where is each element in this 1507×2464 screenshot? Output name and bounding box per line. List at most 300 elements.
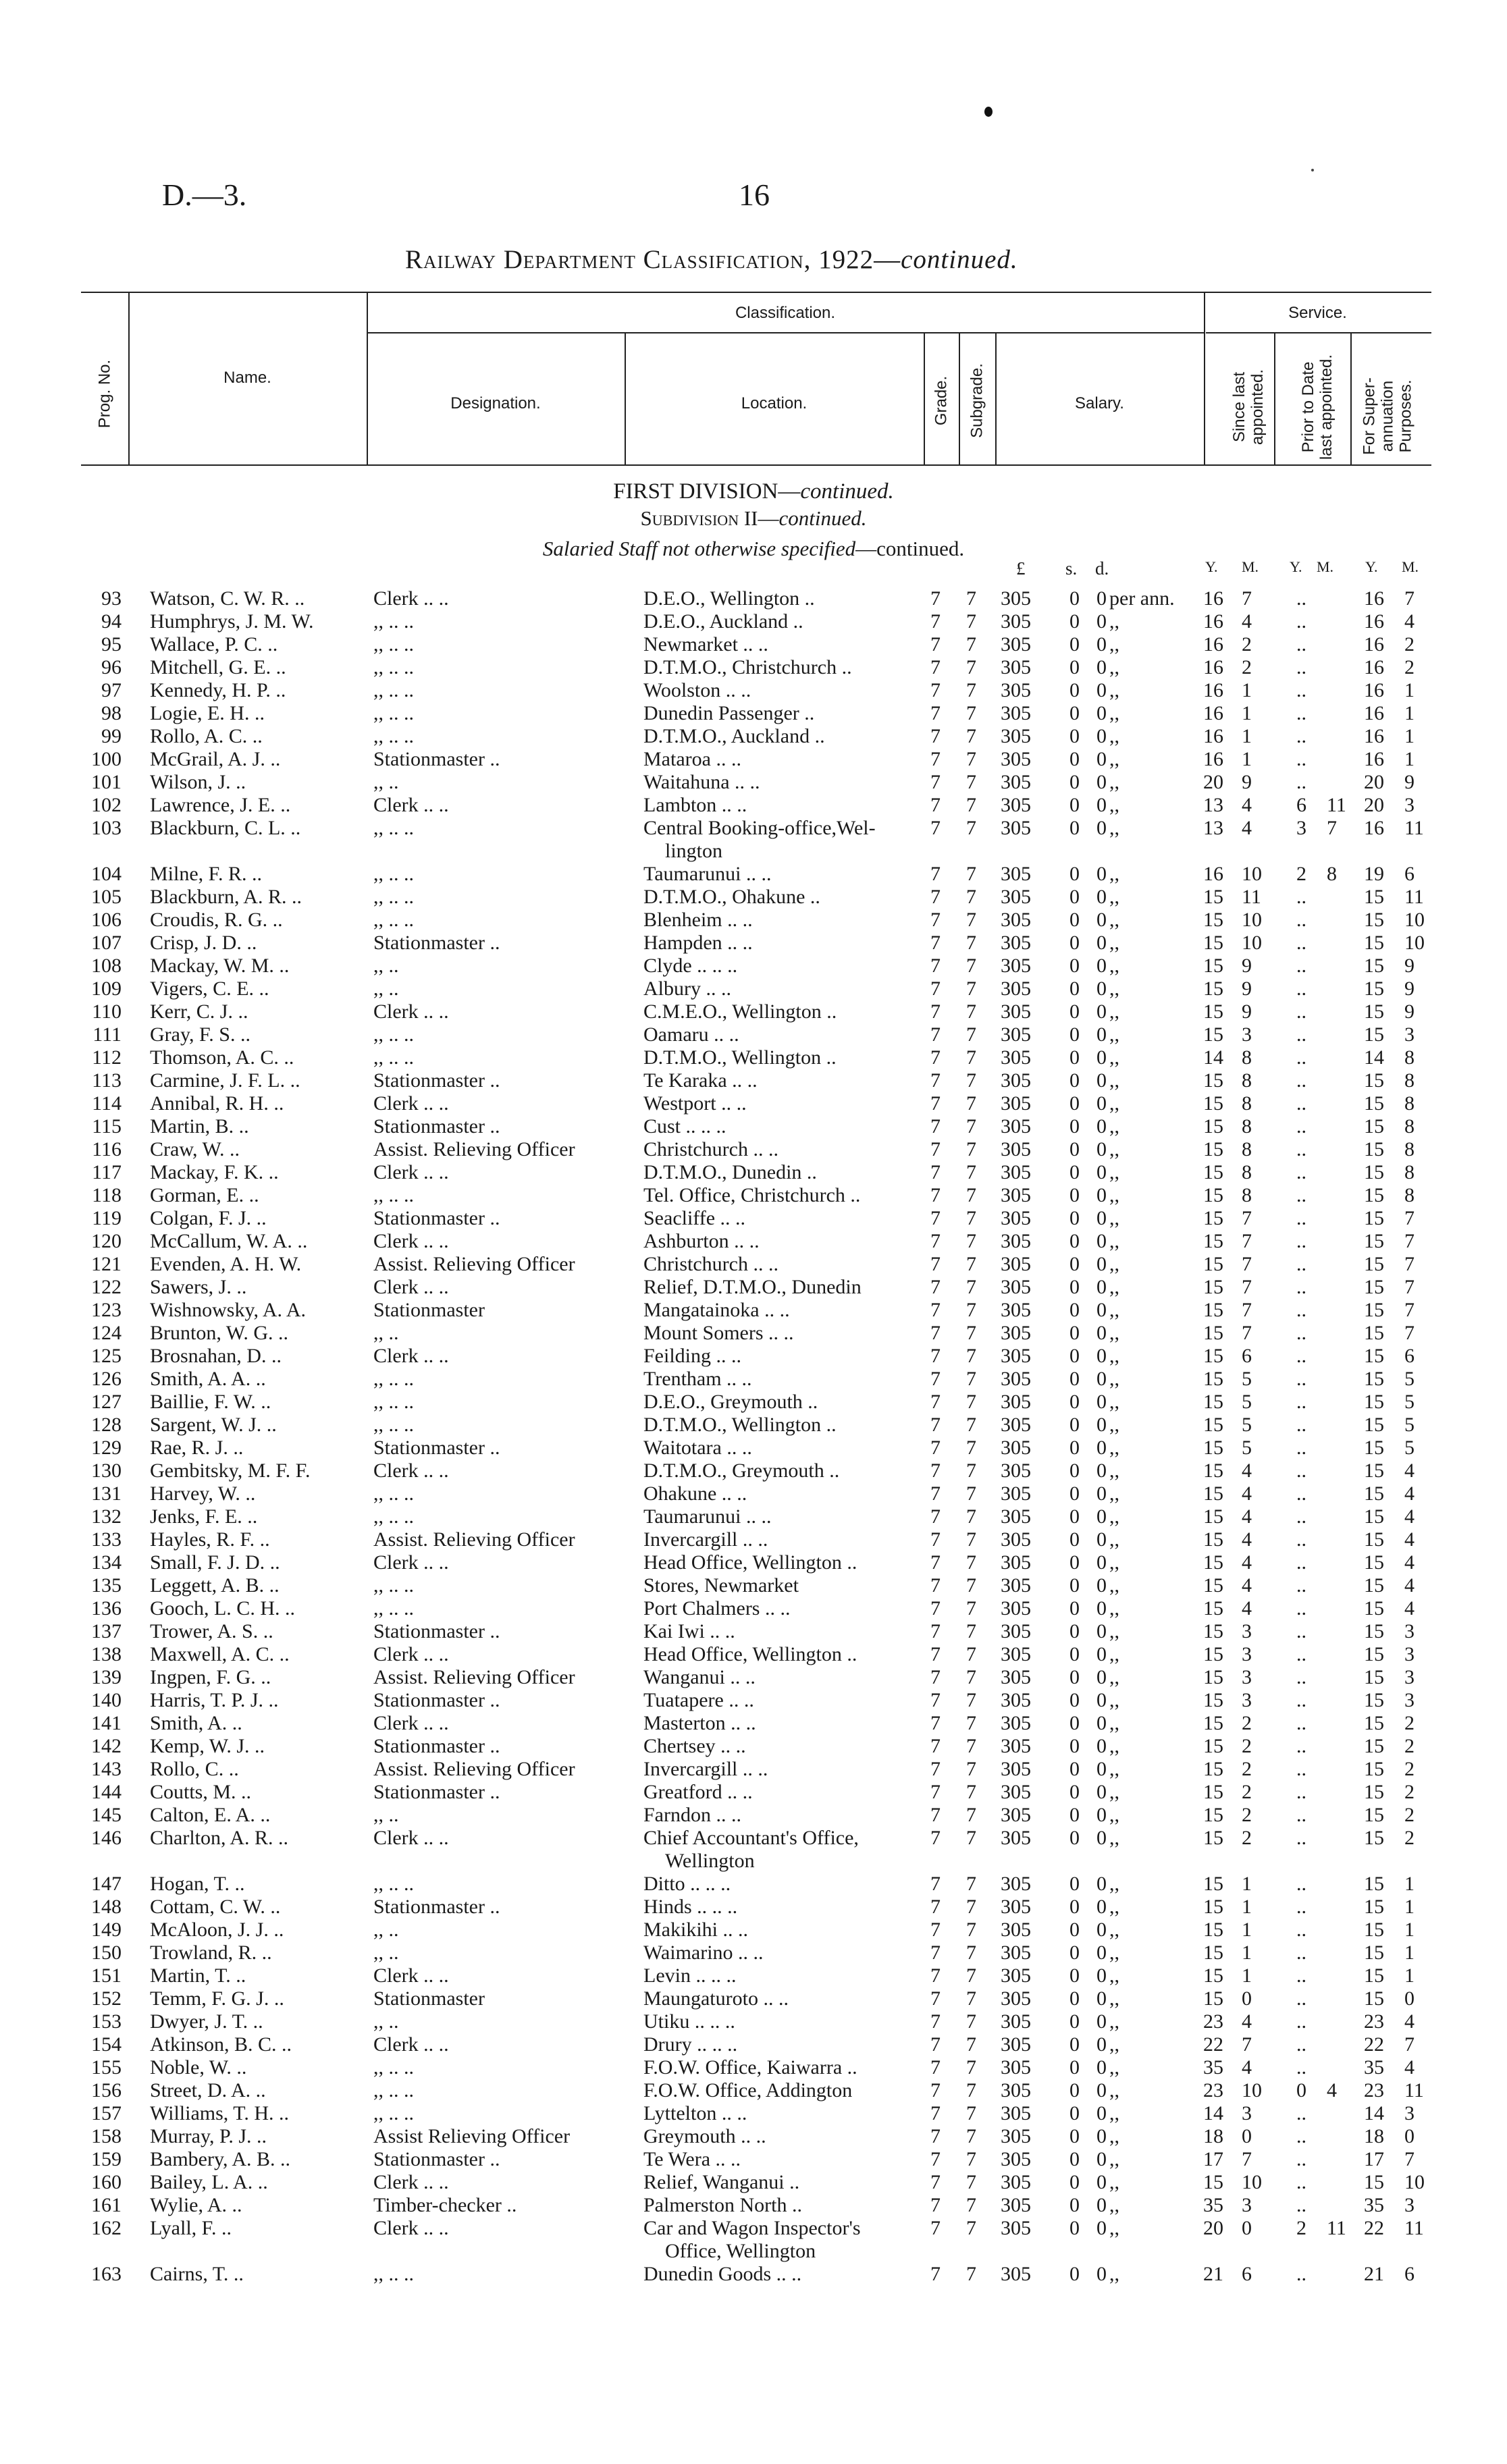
since-years: 16 [1203, 587, 1223, 610]
since-years: 23 [1203, 2079, 1223, 2101]
since-years: 15 [1203, 977, 1223, 1000]
super-years: 15 [1364, 1597, 1384, 1619]
super-years: 15 [1364, 2171, 1384, 2193]
super-months: 2 [1404, 1804, 1415, 1826]
grade: 7 [930, 1597, 941, 1619]
staff-name: Brosnahan, D. .. [150, 1345, 282, 1367]
grade: 7 [930, 1391, 941, 1413]
subgrade: 7 [966, 679, 976, 701]
since-years: 15 [1203, 1391, 1223, 1413]
since-months: 9 [1242, 977, 1252, 1000]
staff-name: Wilson, J. .. [150, 771, 246, 793]
since-years: 15 [1203, 1414, 1223, 1436]
location-continued: lington [665, 840, 723, 862]
super-months: 1 [1404, 1919, 1415, 1941]
prog-number: 142 [91, 1735, 122, 1757]
designation: Stationmaster .. [373, 748, 500, 770]
staff-name: Murray, P. J. .. [150, 2125, 267, 2147]
grade: 7 [930, 1482, 941, 1505]
grade: 7 [930, 1987, 941, 2010]
salary-period: ,, [1109, 1941, 1119, 1964]
salary-pounds: 305 [1001, 1322, 1031, 1344]
since-years: 15 [1203, 1574, 1223, 1597]
location: Masterton .. .. [643, 1712, 756, 1734]
prior-years: .. [1296, 1804, 1306, 1826]
super-years: 21 [1364, 2263, 1384, 2285]
subgrade: 7 [966, 1873, 976, 1895]
location: Invercargill .. .. [643, 1528, 768, 1551]
prior-years: .. [1296, 1528, 1306, 1551]
prior-years: 3 [1296, 817, 1306, 839]
grade: 7 [930, 2148, 941, 2170]
since-years: 16 [1203, 633, 1223, 655]
prior-years: .. [1296, 725, 1306, 747]
since-months: 3 [1242, 2194, 1252, 2216]
prog-number: 126 [91, 1368, 122, 1390]
prog-number: 128 [91, 1414, 122, 1436]
prior-years: .. [1296, 702, 1306, 724]
since-years: 16 [1203, 610, 1223, 633]
super-months: 3 [1404, 1643, 1415, 1665]
since-years: 23 [1203, 2010, 1223, 2033]
prior-years: .. [1296, 1597, 1306, 1619]
prior-years: .. [1296, 1299, 1306, 1321]
prog-number: 144 [91, 1781, 122, 1803]
staff-name: Milne, F. R. .. [150, 863, 262, 885]
prior-years: .. [1296, 1482, 1306, 1505]
salary-pence: 0 [1096, 2125, 1107, 2147]
salary-pence: 0 [1096, 725, 1107, 747]
super-years: 16 [1364, 587, 1384, 610]
super-months: 8 [1404, 1184, 1415, 1206]
super-years: 15 [1364, 1207, 1384, 1229]
salary-pounds: 305 [1001, 1827, 1031, 1849]
grade: 7 [930, 955, 941, 977]
salary-shillings: 0 [1069, 1781, 1080, 1803]
prog-number: 155 [91, 2056, 122, 2079]
prog-number: 99 [101, 725, 122, 747]
salary-shillings: 0 [1069, 863, 1080, 885]
salary-shillings: 0 [1069, 1804, 1080, 1826]
since-years: 15 [1203, 1827, 1223, 1849]
since-months: 10 [1242, 2079, 1262, 2101]
salary-pounds: 305 [1001, 909, 1031, 931]
subgrade: 7 [966, 932, 976, 954]
prog-number: 121 [91, 1253, 122, 1275]
since-years: 18 [1203, 2125, 1223, 2147]
super-years: 15 [1364, 1574, 1384, 1597]
since-years: 15 [1203, 1528, 1223, 1551]
staff-name: Wylie, A. .. [150, 2194, 242, 2216]
prior-years: .. [1296, 1391, 1306, 1413]
salary-pounds: 305 [1001, 2056, 1031, 2079]
salary-shillings: 0 [1069, 2102, 1080, 2124]
since-years: 15 [1203, 932, 1223, 954]
prior-years: .. [1296, 1712, 1306, 1734]
salary-period: ,, [1109, 1437, 1119, 1459]
super-months: 7 [1404, 1230, 1415, 1252]
location: Albury .. .. [643, 977, 731, 1000]
designation: ,, .. .. [373, 1391, 414, 1413]
salary-pence: 0 [1096, 2102, 1107, 2124]
location: Lyttelton .. .. [643, 2102, 747, 2124]
since-months: 10 [1242, 932, 1262, 954]
staff-name: Smith, A. .. [150, 1712, 242, 1734]
since-months: 4 [1242, 2056, 1252, 2079]
designation: Clerk .. .. [373, 1964, 449, 1987]
prior-years: .. [1296, 587, 1306, 610]
super-months: 4 [1404, 1574, 1415, 1597]
super-years: 15 [1364, 1712, 1384, 1734]
super-years: 15 [1364, 1896, 1384, 1918]
salary-pounds: 305 [1001, 1735, 1031, 1757]
grade: 7 [930, 2263, 941, 2285]
since-months: 10 [1242, 2171, 1262, 2193]
salary-period: ,, [1109, 1368, 1119, 1390]
salary-pence: 0 [1096, 1987, 1107, 2010]
salary-pence: 0 [1096, 1643, 1107, 1665]
prog-number: 118 [92, 1184, 122, 1206]
salary-pounds: 305 [1001, 1276, 1031, 1298]
location: D.T.M.O., Greymouth .. [643, 1459, 840, 1482]
super-years: 15 [1364, 1482, 1384, 1505]
super-years: 15 [1364, 1437, 1384, 1459]
subgrade: 7 [966, 1781, 976, 1803]
salary-pounds: 305 [1001, 1207, 1031, 1229]
grade: 7 [930, 1161, 941, 1183]
staff-name: Harvey, W. .. [150, 1482, 256, 1505]
header-name: Name. [223, 369, 271, 387]
salary-shillings: 0 [1069, 1964, 1080, 1987]
super-years: 22 [1364, 2033, 1384, 2056]
subgrade: 7 [966, 1184, 976, 1206]
salary-shillings: 0 [1069, 1184, 1080, 1206]
grade: 7 [930, 1023, 941, 1046]
designation: Clerk .. .. [373, 1551, 449, 1574]
designation: Assist. Relieving Officer [373, 1758, 575, 1780]
salary-pence: 0 [1096, 1941, 1107, 1964]
grade: 7 [930, 656, 941, 678]
salary-shillings: 0 [1069, 955, 1080, 977]
salary-pence: 0 [1096, 1482, 1107, 1505]
salary-pounds: 305 [1001, 1964, 1031, 1987]
super-years: 20 [1364, 794, 1384, 816]
prog-number: 131 [91, 1482, 122, 1505]
salary-pence: 0 [1096, 1666, 1107, 1688]
subgrade: 7 [966, 1046, 976, 1069]
grade: 7 [930, 1115, 941, 1137]
salary-pounds: 305 [1001, 1138, 1031, 1160]
super-years: 23 [1364, 2079, 1384, 2101]
prior-years: .. [1296, 2033, 1306, 2056]
super-years: 15 [1364, 1666, 1384, 1688]
prior-years: .. [1296, 1115, 1306, 1137]
salary-shillings: 0 [1069, 1253, 1080, 1275]
salary-period: ,, [1109, 1689, 1119, 1711]
grade: 7 [930, 1689, 941, 1711]
salary-pence: 0 [1096, 909, 1107, 931]
since-years: 16 [1203, 863, 1223, 885]
subgrade: 7 [966, 1643, 976, 1665]
since-years: 20 [1203, 771, 1223, 793]
super-months: 2 [1404, 1781, 1415, 1803]
salary-shillings: 0 [1069, 2056, 1080, 2079]
super-years: 15 [1364, 1414, 1384, 1436]
salary-pounds: 305 [1001, 977, 1031, 1000]
since-months: 6 [1242, 2263, 1252, 2285]
unit-pounds: £ [1016, 558, 1026, 579]
salary-pence: 0 [1096, 2263, 1107, 2285]
grade: 7 [930, 1781, 941, 1803]
grade: 7 [930, 977, 941, 1000]
staff-name: Kemp, W. J. .. [150, 1735, 265, 1757]
grade: 7 [930, 2171, 941, 2193]
prog-number: 119 [92, 1207, 122, 1229]
salary-pounds: 305 [1001, 587, 1031, 610]
salary-period: ,, [1109, 1873, 1119, 1895]
super-months: 2 [1404, 633, 1415, 655]
salary-shillings: 0 [1069, 725, 1080, 747]
grade: 7 [930, 1827, 941, 1849]
location: Greymouth .. .. [643, 2125, 766, 2147]
salary-pence: 0 [1096, 1827, 1107, 1849]
prog-number: 153 [91, 2010, 122, 2033]
salary-pounds: 305 [1001, 1161, 1031, 1183]
since-years: 15 [1203, 1368, 1223, 1390]
salary-pounds: 305 [1001, 1987, 1031, 2010]
salary-shillings: 0 [1069, 1230, 1080, 1252]
prior-years: .. [1296, 1276, 1306, 1298]
since-years: 15 [1203, 1666, 1223, 1688]
grade: 7 [930, 1712, 941, 1734]
staff-name: Evenden, A. H. W. [150, 1253, 302, 1275]
header-grade: Grade. [932, 375, 951, 426]
location: Westport .. .. [643, 1092, 747, 1115]
salary-pence: 0 [1096, 1230, 1107, 1252]
super-years: 15 [1364, 909, 1384, 931]
subgrade: 7 [966, 1161, 976, 1183]
salary-pounds: 305 [1001, 725, 1031, 747]
grade: 7 [930, 748, 941, 770]
salary-pounds: 305 [1001, 1896, 1031, 1918]
prior-months: 4 [1327, 2079, 1337, 2101]
since-months: 1 [1242, 1873, 1252, 1895]
super-years: 15 [1364, 932, 1384, 954]
salary-pounds: 305 [1001, 2125, 1031, 2147]
designation: Clerk .. .. [373, 1000, 449, 1023]
subgrade: 7 [966, 2056, 976, 2079]
salary-shillings: 0 [1069, 1528, 1080, 1551]
since-years: 15 [1203, 1689, 1223, 1711]
designation: ,, .. .. [373, 2056, 414, 2079]
grade: 7 [930, 886, 941, 908]
super-months: 0 [1404, 1987, 1415, 2010]
salary-shillings: 0 [1069, 587, 1080, 610]
since-months: 1 [1242, 1919, 1252, 1941]
subgrade: 7 [966, 771, 976, 793]
prog-number: 149 [91, 1919, 122, 1941]
super-months: 1 [1404, 725, 1415, 747]
super-years: 16 [1364, 656, 1384, 678]
super-months: 1 [1404, 702, 1415, 724]
super-months: 5 [1404, 1368, 1415, 1390]
super-months: 8 [1404, 1046, 1415, 1069]
designation: Stationmaster .. [373, 1437, 500, 1459]
prog-number: 134 [91, 1551, 122, 1574]
salary-pounds: 305 [1001, 955, 1031, 977]
prog-number: 141 [91, 1712, 122, 1734]
since-years: 15 [1203, 1276, 1223, 1298]
designation: ,, .. .. [373, 909, 414, 931]
super-years: 15 [1364, 1322, 1384, 1344]
grade: 7 [930, 1000, 941, 1023]
salary-shillings: 0 [1069, 771, 1080, 793]
salary-period: ,, [1109, 1482, 1119, 1505]
salary-pounds: 305 [1001, 2263, 1031, 2285]
salary-pence: 0 [1096, 1689, 1107, 1711]
since-months: 8 [1242, 1184, 1252, 1206]
designation: ,, .. .. [373, 1414, 414, 1436]
salary-pence: 0 [1096, 1574, 1107, 1597]
salary-period: ,, [1109, 863, 1119, 885]
subgrade: 7 [966, 977, 976, 1000]
grade: 7 [930, 1299, 941, 1321]
salary-pence: 0 [1096, 1873, 1107, 1895]
since-years: 16 [1203, 702, 1223, 724]
location: D.E.O., Auckland .. [643, 610, 803, 633]
salary-pounds: 305 [1001, 932, 1031, 954]
since-years: 15 [1203, 1643, 1223, 1665]
staff-name: Kennedy, H. P. .. [150, 679, 286, 701]
super-years: 16 [1364, 817, 1384, 839]
since-years: 15 [1203, 1092, 1223, 1115]
prior-years: 2 [1296, 863, 1306, 885]
location: D.T.M.O., Wellington .. [643, 1414, 837, 1436]
since-years: 15 [1203, 1551, 1223, 1574]
super-years: 19 [1364, 863, 1384, 885]
salary-pence: 0 [1096, 1276, 1107, 1298]
salary-period: ,, [1109, 1299, 1119, 1321]
salary-shillings: 0 [1069, 886, 1080, 908]
designation: ,, .. .. [373, 633, 414, 655]
subgrade: 7 [966, 817, 976, 839]
prog-number: 111 [92, 1023, 122, 1046]
salary-pence: 0 [1096, 1391, 1107, 1413]
since-months: 5 [1242, 1414, 1252, 1436]
since-months: 4 [1242, 610, 1252, 633]
prior-years: .. [1296, 1184, 1306, 1206]
prog-number: 124 [91, 1322, 122, 1344]
staff-name: Gembitsky, M. F. F. [150, 1459, 311, 1482]
salary-pounds: 305 [1001, 1551, 1031, 1574]
grade: 7 [930, 1368, 941, 1390]
prog-number: 137 [91, 1620, 122, 1642]
super-months: 1 [1404, 1873, 1415, 1895]
staff-name: Small, F. J. D. .. [150, 1551, 280, 1574]
salary-pence: 0 [1096, 1115, 1107, 1137]
prog-number: 98 [101, 702, 122, 724]
super-years: 15 [1364, 1758, 1384, 1780]
salary-pounds: 305 [1001, 1023, 1031, 1046]
subgrade: 7 [966, 1437, 976, 1459]
staff-name: Croudis, R. G. .. [150, 909, 283, 931]
super-years: 16 [1364, 725, 1384, 747]
location: F.O.W. Office, Addington [643, 2079, 853, 2101]
subgrade: 7 [966, 863, 976, 885]
location: Chief Accountant's Office, [643, 1827, 859, 1849]
salary-pounds: 305 [1001, 1620, 1031, 1642]
salary-pounds: 305 [1001, 2102, 1031, 2124]
prog-number: 100 [91, 748, 122, 770]
since-years: 14 [1203, 1046, 1223, 1069]
designation: Stationmaster [373, 1987, 485, 2010]
salary-shillings: 0 [1069, 1459, 1080, 1482]
location: Lambton .. .. [643, 794, 747, 816]
grade: 7 [930, 1138, 941, 1160]
since-months: 1 [1242, 725, 1252, 747]
salary-shillings: 0 [1069, 1896, 1080, 1918]
salary-pence: 0 [1096, 1046, 1107, 1069]
since-months: 4 [1242, 1597, 1252, 1619]
since-years: 15 [1203, 1253, 1223, 1275]
grade: 7 [930, 1505, 941, 1528]
location: Palmerston North .. [643, 2194, 802, 2216]
since-months: 0 [1242, 2125, 1252, 2147]
super-months: 2 [1404, 1758, 1415, 1780]
salary-pence: 0 [1096, 679, 1107, 701]
staff-name: Harris, T. P. J. .. [150, 1689, 279, 1711]
super-years: 18 [1364, 2125, 1384, 2147]
since-months: 3 [1242, 1643, 1252, 1665]
location: Christchurch .. .. [643, 1138, 778, 1160]
super-years: 17 [1364, 2148, 1384, 2170]
salary-pence: 0 [1096, 2148, 1107, 2170]
salary-period: ,, [1109, 1414, 1119, 1436]
staff-name: Thomson, A. C. .. [150, 1046, 294, 1069]
salary-pence: 0 [1096, 610, 1107, 633]
subgrade: 7 [966, 633, 976, 655]
since-years: 15 [1203, 1115, 1223, 1137]
location: F.O.W. Office, Kaiwarra .. [643, 2056, 857, 2079]
salary-shillings: 0 [1069, 2033, 1080, 2056]
prior-years: .. [1296, 1253, 1306, 1275]
super-months: 3 [1404, 2102, 1415, 2124]
prog-number: 127 [91, 1391, 122, 1413]
ink-mark [984, 107, 993, 117]
salary-pounds: 305 [1001, 1459, 1031, 1482]
location: Blenheim .. .. [643, 909, 753, 931]
since-months: 7 [1242, 587, 1252, 610]
subgrade: 7 [966, 1528, 976, 1551]
grade: 7 [930, 1643, 941, 1665]
col-divider-prior [1350, 332, 1352, 464]
salary-pence: 0 [1096, 1368, 1107, 1390]
staff-name: Sawers, J. .. [150, 1276, 247, 1298]
super-months: 10 [1404, 909, 1425, 931]
subgrade: 7 [966, 1299, 976, 1321]
prior-years: .. [1296, 1207, 1306, 1229]
designation: Stationmaster .. [373, 932, 500, 954]
grade: 7 [930, 1666, 941, 1688]
designation: ,, .. .. [373, 1023, 414, 1046]
designation: Clerk .. .. [373, 1230, 449, 1252]
location: Oamaru .. .. [643, 1023, 739, 1046]
location: Maungaturoto .. .. [643, 1987, 789, 2010]
super-months: 9 [1404, 977, 1415, 1000]
prior-years: .. [1296, 1069, 1306, 1092]
since-months: 7 [1242, 2148, 1252, 2170]
prior-years: .. [1296, 909, 1306, 931]
